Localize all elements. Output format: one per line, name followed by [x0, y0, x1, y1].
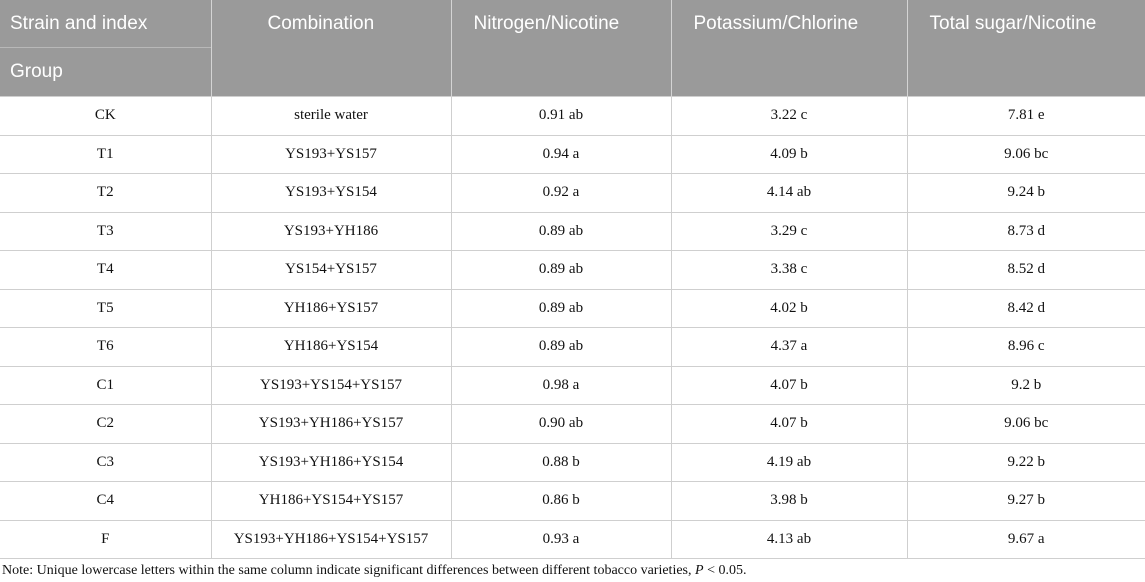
cell-sugar-nicotine: 8.42 d [907, 289, 1145, 328]
cell-sugar-nicotine: 8.96 c [907, 328, 1145, 367]
cell-sugar-nicotine: 9.22 b [907, 443, 1145, 482]
cell-nitrogen-nicotine: 0.90 ab [451, 405, 671, 444]
cell-potassium-chlorine: 3.38 c [671, 251, 907, 290]
cell-potassium-chlorine: 3.98 b [671, 482, 907, 521]
cell-sugar-nicotine: 9.2 b [907, 366, 1145, 405]
table-row [0, 97, 1145, 136]
table-row [0, 289, 1145, 328]
table-row [0, 328, 1145, 367]
header-nitrogen-nicotine: Nitrogen/Nicotine [451, 0, 671, 97]
header-sugar-nicotine: Total sugar/Nicotine [907, 0, 1145, 97]
table-row [0, 174, 1145, 213]
header-strain-index: Strain and index [0, 0, 211, 48]
cell-combination: YS193+YH186+YS157 [211, 405, 451, 444]
cell-potassium-chlorine: 4.37 a [671, 328, 907, 367]
cell-sugar-nicotine: 9.06 bc [907, 405, 1145, 444]
cell-nitrogen-nicotine: 0.86 b [451, 482, 671, 521]
cell-group: T3 [0, 212, 211, 251]
cell-potassium-chlorine: 4.13 ab [671, 520, 907, 559]
table-row [0, 135, 1145, 174]
cell-potassium-chlorine: 3.29 c [671, 212, 907, 251]
cell-combination: YH186+YS154+YS157 [211, 482, 451, 521]
cell-group: CK [0, 97, 211, 136]
cell-sugar-nicotine: 8.73 d [907, 212, 1145, 251]
cell-nitrogen-nicotine: 0.91 ab [451, 97, 671, 136]
note-prefix: Note: Unique lowercase letters within the same column indicate significant differences between different tobacco varieties, [2, 563, 695, 578]
cell-potassium-chlorine: 4.02 b [671, 289, 907, 328]
cell-group: C1 [0, 366, 211, 405]
cell-potassium-chlorine: 4.14 ab [671, 174, 907, 213]
cell-group: C2 [0, 405, 211, 444]
cell-sugar-nicotine: 9.27 b [907, 482, 1145, 521]
table-body [0, 97, 1145, 559]
header-row [0, 0, 1145, 97]
table-row [0, 520, 1145, 559]
cell-group: F [0, 520, 211, 559]
header-group-label: Group [10, 61, 63, 82]
cell-nitrogen-nicotine: 0.92 a [451, 174, 671, 213]
cell-nitrogen-nicotine: 0.89 ab [451, 251, 671, 290]
cell-potassium-chlorine: 4.19 ab [671, 443, 907, 482]
cell-group: T1 [0, 135, 211, 174]
header-combination: Combination [211, 0, 451, 97]
cell-combination: YS193+YH186 [211, 212, 451, 251]
cell-sugar-nicotine: 7.81 e [907, 97, 1145, 136]
cell-group: T6 [0, 328, 211, 367]
cell-sugar-nicotine: 8.52 d [907, 251, 1145, 290]
cell-nitrogen-nicotine: 0.89 ab [451, 212, 671, 251]
cell-combination: YH186+YS157 [211, 289, 451, 328]
cell-combination: YS193+YH186+YS154 [211, 443, 451, 482]
cell-combination: sterile water [211, 97, 451, 136]
cell-combination: YS193+YS154 [211, 174, 451, 213]
table-note [2, 562, 746, 580]
table-row [0, 251, 1145, 290]
cell-nitrogen-nicotine: 0.98 a [451, 366, 671, 405]
cell-group: T2 [0, 174, 211, 213]
cell-combination: YS193+YS157 [211, 135, 451, 174]
table-row [0, 366, 1145, 405]
cell-sugar-nicotine: 9.06 bc [907, 135, 1145, 174]
cell-group: C3 [0, 443, 211, 482]
cell-nitrogen-nicotine: 0.94 a [451, 135, 671, 174]
cell-potassium-chlorine: 4.09 b [671, 135, 907, 174]
cell-group: T5 [0, 289, 211, 328]
cell-group: C4 [0, 482, 211, 521]
table-row [0, 212, 1145, 251]
cell-nitrogen-nicotine: 0.93 a [451, 520, 671, 559]
table-header [0, 0, 1145, 97]
header-group [0, 0, 211, 97]
cell-potassium-chlorine: 3.22 c [671, 97, 907, 136]
header-potassium-chlorine: Potassium/Chlorine [671, 0, 907, 97]
table-row [0, 443, 1145, 482]
cell-group: T4 [0, 251, 211, 290]
cell-nitrogen-nicotine: 0.88 b [451, 443, 671, 482]
cell-sugar-nicotine: 9.67 a [907, 520, 1145, 559]
table-row [0, 405, 1145, 444]
note-p-symbol: P [695, 563, 704, 578]
cell-combination: YS154+YS157 [211, 251, 451, 290]
cell-combination: YH186+YS154 [211, 328, 451, 367]
cell-nitrogen-nicotine: 0.89 ab [451, 328, 671, 367]
cell-potassium-chlorine: 4.07 b [671, 405, 907, 444]
cell-combination: YS193+YH186+YS154+YS157 [211, 520, 451, 559]
table-row [0, 482, 1145, 521]
cell-nitrogen-nicotine: 0.89 ab [451, 289, 671, 328]
cell-potassium-chlorine: 4.07 b [671, 366, 907, 405]
note-suffix: < 0.05. [703, 563, 747, 578]
cell-combination: YS193+YS154+YS157 [211, 366, 451, 405]
cell-sugar-nicotine: 9.24 b [907, 174, 1145, 213]
